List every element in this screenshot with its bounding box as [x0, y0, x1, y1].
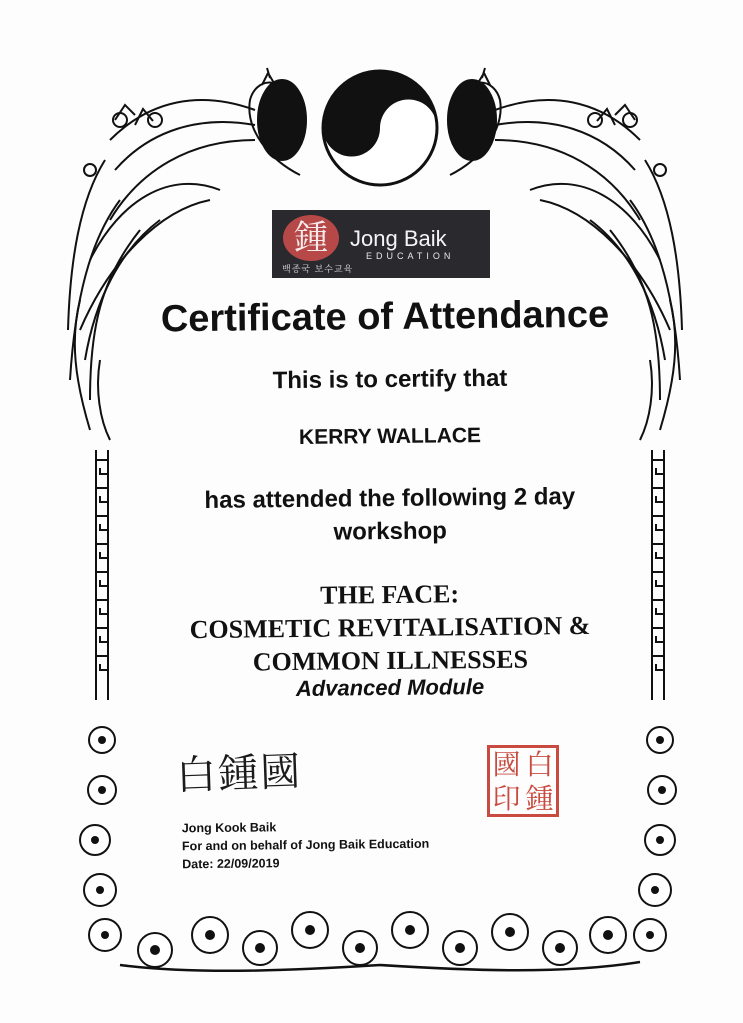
flower-left-column [80, 727, 121, 951]
handwritten-signature: 白鍾國 [175, 748, 303, 800]
yin-yang-emblem [323, 71, 437, 185]
module-name: Advanced Module [295, 674, 485, 701]
seal-char: 國 [492, 748, 521, 781]
logo-name: Jong Baik [350, 226, 447, 251]
course-line-2: COSMETIC REVITALISATION & [189, 610, 591, 645]
right-fret-border [652, 450, 664, 700]
recipient-name: KERRY WALLACE [298, 424, 482, 449]
logo-mark-icon: 鍾 [283, 215, 339, 261]
attended-statement [140, 479, 641, 550]
signer-block [182, 817, 430, 874]
left-fret-border [96, 450, 108, 700]
course-title [139, 575, 640, 679]
certify-line: This is to certify that [272, 364, 508, 395]
attended-line-2: workshop [333, 517, 447, 546]
red-seal-stamp [487, 745, 559, 817]
signer-date: Date: 22/09/2019 [182, 856, 280, 872]
seal-char: 白 [525, 748, 554, 781]
flower-right-column [634, 727, 676, 951]
certificate-title: Certificate of Attendance [160, 293, 610, 341]
attended-line-1: has attended the following 2 day [204, 483, 576, 514]
logo-subtitle: EDUCATION [366, 251, 455, 261]
course-line-1: THE FACE: [320, 579, 460, 610]
signer-on-behalf: For and on behalf of Jong Baik Education [181, 836, 430, 854]
logo-korean-text: 백종국 보수교육 [282, 264, 354, 274]
seal-char: 鍾 [525, 782, 554, 815]
course-line-3: COMMON ILLNESSES [252, 644, 529, 677]
signer-name: Jong Kook Baik [181, 820, 277, 836]
seal-char: 印 [492, 782, 521, 815]
